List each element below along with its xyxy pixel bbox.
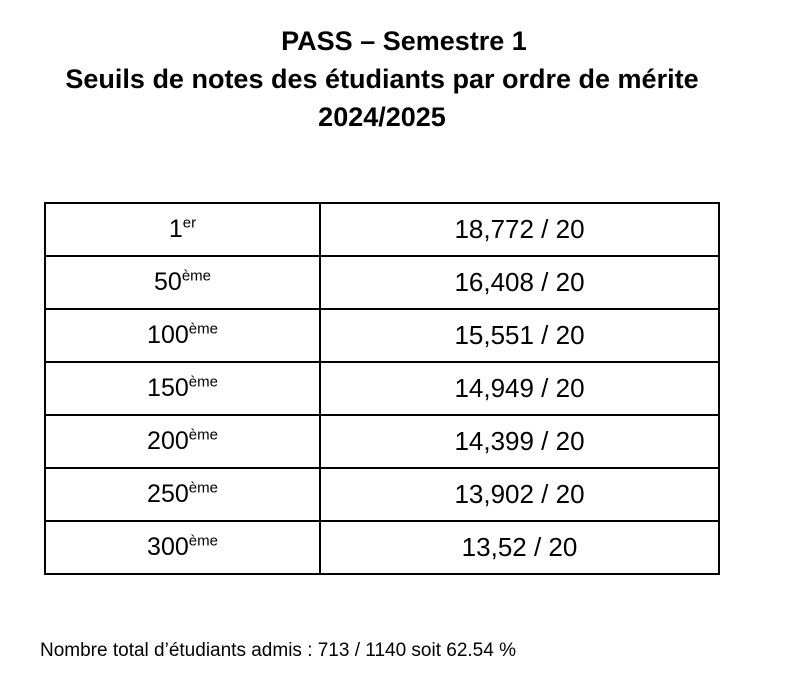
rank-number: 150 — [147, 374, 189, 402]
grade-threshold-table — [44, 202, 720, 575]
rank-cell — [45, 468, 320, 521]
table-row — [45, 309, 719, 362]
rank-ordinal-suffix: ème — [188, 320, 218, 338]
title-line-3: 2024/2025 — [318, 102, 446, 132]
rank-number: 250 — [147, 480, 189, 508]
title-line-2: Seuils de notes des étudiants par ordre de mérite — [65, 64, 699, 94]
table-row — [45, 521, 719, 574]
rank-cell — [45, 415, 320, 468]
document-title — [44, 22, 720, 136]
rank-number: 300 — [147, 533, 189, 561]
rank-cell — [45, 203, 320, 256]
score-cell: 14,949 / 20 — [320, 362, 719, 415]
table-row — [45, 256, 719, 309]
title-line-1: PASS – Semestre 1 — [281, 26, 527, 56]
total-admitted-note: Nombre total d’étudiants admis : 713 / 1140 soit 62.54 % — [40, 640, 516, 661]
rank-ordinal-suffix: ème — [188, 532, 218, 550]
rank-ordinal-suffix: er — [182, 214, 197, 232]
rank-cell — [45, 521, 320, 574]
score-cell: 14,399 / 20 — [320, 415, 719, 468]
rank-cell — [45, 256, 320, 309]
score-cell: 13,52 / 20 — [320, 521, 719, 574]
rank-ordinal-suffix: ème — [181, 267, 211, 285]
score-cell: 16,408 / 20 — [320, 256, 719, 309]
score-cell: 13,902 / 20 — [320, 468, 719, 521]
rank-cell — [45, 309, 320, 362]
rank-number: 200 — [147, 427, 189, 455]
score-cell: 18,772 / 20 — [320, 203, 719, 256]
rank-number: 100 — [147, 321, 189, 349]
score-cell: 15,551 / 20 — [320, 309, 719, 362]
table-row — [45, 468, 719, 521]
rank-ordinal-suffix: ème — [188, 479, 218, 497]
rank-cell — [45, 362, 320, 415]
table-row — [45, 362, 719, 415]
rank-number: 1 — [168, 215, 183, 243]
rank-number: 50 — [154, 268, 182, 296]
rank-ordinal-suffix: ème — [188, 426, 218, 444]
table-row — [45, 203, 719, 256]
rank-ordinal-suffix: ème — [188, 373, 218, 391]
table-row — [45, 415, 719, 468]
